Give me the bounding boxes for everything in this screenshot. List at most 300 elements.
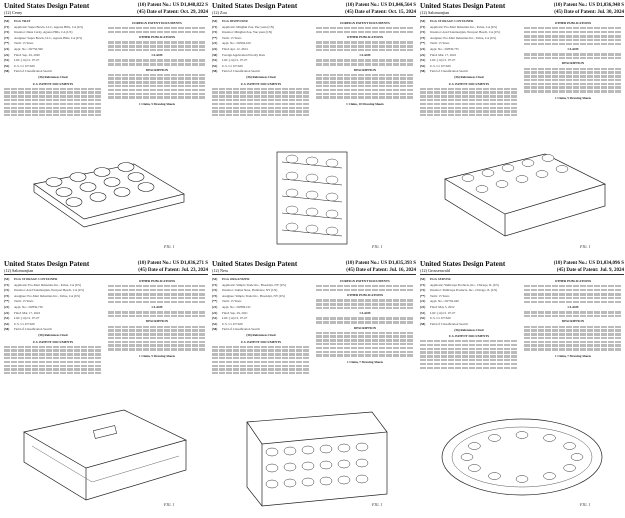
egg (286, 206, 298, 214)
claim-heading: CLAIM (359, 311, 371, 316)
patent-title: United States Design Patent (420, 2, 506, 10)
design-title: EGG STORAGE CONTAINER (430, 19, 474, 23)
biblio-field (420, 294, 518, 298)
field-text: Inventor: YumCupa Products, Inc., Chicago, IL (US) (430, 288, 498, 293)
egg-cup (128, 173, 144, 182)
field-text: Inventor: Dana Cerny, Agoura Hills, CA (US) (14, 30, 73, 35)
biblio-field (4, 64, 102, 68)
claims-count: 1 Claim, 5 Drawing Sheets (138, 101, 176, 106)
claims-count: 1 Claim, 7 Drawing Sheets (346, 359, 384, 364)
patent-date: (45) Date of Patent: Jul. 16, 2024 (346, 267, 416, 273)
field-code: (22) (212, 310, 218, 315)
field-code: (51) (420, 310, 426, 315)
patent-page-4 (4, 260, 208, 516)
field-code: (71) (212, 24, 218, 29)
egg-slot (284, 447, 296, 455)
biblio-field (4, 288, 102, 292)
egg-slot (284, 463, 296, 471)
egg-slot (482, 170, 494, 177)
patent-title: United States Design Patent (4, 2, 90, 10)
design-drawing (222, 402, 406, 510)
field-code: (71) (420, 282, 426, 287)
patent-inventor: (12) Salomonjian (4, 268, 34, 273)
egg-slot (502, 165, 514, 172)
right-heading: OTHER PUBLICATIONS (554, 279, 592, 283)
design-drawing (222, 144, 406, 252)
field-code: (72) (420, 30, 426, 35)
egg-slot (496, 181, 508, 188)
references-heading: (56) References Cited (246, 333, 276, 338)
egg-slot (356, 459, 368, 467)
field-text: Applicant: YumCupa Products, Inc., Chicago, IL (US) (430, 282, 499, 287)
container-body (445, 179, 605, 236)
egg-cup (56, 188, 72, 197)
egg-cup (138, 183, 154, 192)
design-title: EGG TRAY (14, 19, 31, 23)
biblio-field (212, 53, 310, 57)
egg-slot (522, 160, 534, 167)
references-subheading: U.S. PATENT DOCUMENTS (32, 339, 74, 344)
lid-handle (93, 425, 116, 438)
description-heading: DESCRIPTION (145, 67, 169, 72)
biblio-field (4, 294, 102, 298)
biblio-field (212, 322, 310, 326)
biblio-field (212, 316, 310, 320)
field-text: Applicant: Pro-Mart Industries Inc., Irvine, CA (US) (14, 282, 82, 287)
egg (286, 172, 298, 180)
biblio-field (212, 36, 310, 40)
egg (326, 159, 338, 167)
patent-header (420, 260, 624, 275)
egg-slot (462, 175, 474, 182)
biblio-field (212, 64, 310, 68)
right-heading: OTHER PUBLICATIONS (138, 279, 176, 283)
field-code: (52) (420, 316, 426, 321)
biblio-column: (54) EGG DISPENSER (71) Applicant: Minghui Zou, Yue yuan (CN) (72) Inventor: Minghui Zou, Yue yuan (CN) (**) Term: 15 Years (21) Appl. No.: 29/904,610 (22) Filed: Apr. 12, 2024 (30) Foreign Application Priority Data (51) LOC (14) Cl. 07-07 (52) U.S. Cl. D7/629 (58) Field of Classification Search (56) References Cited U.S. PATENT DOCUMENTS (212, 19, 310, 139)
design-title: EGG DISPENSER (222, 19, 248, 23)
biblio-field (4, 322, 102, 326)
field-code: (22) (420, 52, 426, 57)
egg-well (489, 434, 501, 441)
field-code: (58) (212, 327, 218, 332)
biblio-field (4, 283, 102, 287)
references-subheading: U.S. PATENT DOCUMENTS (240, 81, 282, 86)
egg-slot (476, 186, 488, 193)
biblio-field (4, 69, 102, 73)
biblio-field (212, 283, 310, 287)
references-heading: (56) References Cited (454, 75, 484, 80)
organizer-top (247, 412, 387, 444)
egg-slot (542, 155, 554, 162)
claim-heading: CLAIM (151, 305, 163, 310)
biblio-field (4, 53, 102, 57)
egg-well (468, 465, 480, 472)
egg-cup (46, 178, 62, 187)
biblio-field (4, 327, 102, 331)
references-heading: (56) References Cited (38, 75, 68, 80)
biblio-column: (54) EGG ORGANIZER (71) Applicant: Simplo Trade Inc., Brooklyn, NY (US) (72) Inventor: Joshua Ness, Plainview, NY (US) (73) Assignee: Simplo Trade Inc., Brooklyn, NY (US) (**) Term: 15 Years (21) Appl. No.: 29/809,161 (22) Filed: Sep. 29, 2021 (51) LOC (14) Cl. 07-07 (52) U.S. Cl. D7/629 (58) Field of Classification Search (56) References Cited U.S. PATENT DOCUMENTS (212, 277, 310, 397)
field-text: U.S. Cl. D7/629 (430, 316, 451, 321)
field-text: U.S. Cl. D7/629 (222, 63, 243, 68)
egg-slot (556, 166, 568, 173)
biblio-field (212, 299, 310, 303)
egg-slot (266, 448, 278, 456)
biblio-field (420, 41, 518, 45)
egg (306, 208, 318, 216)
egg-slot (320, 461, 332, 469)
field-text: U.S. Cl. D7/629 (14, 63, 35, 68)
patent-title: United States Design Patent (212, 260, 298, 268)
right-heading: FOREIGN PATENT DOCUMENTS (340, 21, 390, 25)
design-title: EGG ORGANIZER (222, 277, 250, 281)
field-text: Inventor: Arad Salomonjian, Newport Beach, CA (US) (430, 30, 500, 35)
field-text: Term: 15 Years (14, 41, 34, 46)
field-text: U.S. Cl. D7/629 (222, 321, 243, 326)
design-title: EGG SERVER (430, 277, 451, 281)
patent-inventor: (12) Cerny (4, 10, 23, 15)
field-text: Filed: May 5, 2022 (430, 304, 455, 309)
egg (286, 189, 298, 197)
egg (326, 227, 338, 235)
field-text: Applicant: Simplo Trade Inc., Brooklyn, NY (US) (222, 282, 286, 287)
field-text: Appl. No.: 29/830,735 (430, 46, 459, 51)
field-code: (52) (212, 321, 218, 326)
field-code: (**) (420, 293, 426, 298)
claims-count: 1 Claim, 5 Drawing Sheets (554, 95, 592, 100)
field-code: (51) (212, 316, 218, 321)
egg-cup (118, 163, 134, 172)
biblio-field (212, 288, 310, 292)
patent-header (212, 260, 416, 275)
field-code: (**) (212, 35, 218, 40)
biblio-field (420, 283, 518, 287)
claim-heading: CLAIM (359, 53, 371, 58)
field-text: Filed: Sep. 29, 2020 (14, 52, 40, 57)
biblio-field (420, 58, 518, 62)
egg-slot (516, 176, 528, 183)
field-code: (21) (212, 304, 218, 309)
patent-inventor: (12) Zou (212, 10, 227, 15)
egg-slot (284, 479, 296, 487)
egg (306, 174, 318, 182)
field-text: Applicant: Pro-Mart Industries Inc., Irvine, CA (US) (430, 24, 498, 29)
references-subheading: U.S. PATENT DOCUMENTS (448, 333, 490, 338)
egg-cup (80, 183, 96, 192)
field-text: LOC (14) Cl. 07-07 (14, 316, 40, 321)
claims-count: 1 Claim, 7 Drawing Sheets (554, 353, 592, 358)
lid-top (24, 410, 186, 468)
biblio-field (212, 327, 310, 331)
biblio-field (212, 25, 310, 29)
biblio-field (420, 311, 518, 315)
egg (286, 155, 298, 163)
patent-inventor: (12) Grossenwald (420, 268, 450, 273)
field-text: Term: 15 Years (222, 35, 242, 40)
lid-seam (32, 446, 179, 482)
figure-label: FIG. 1 (580, 244, 591, 249)
right-heading: OTHER PUBLICATIONS (554, 21, 592, 25)
egg-well (461, 454, 473, 461)
biblio-column: (54) EGG STORAGE CONTAINER (71) Applicant: Pro-Mart Industries Inc., Irvine, CA (US) (72) Inventor: Arad Salomonjian, Newport Beach, CA (US) (73) Assignee: Pro-Mart Industries Inc., Irvine, CA (US) (**) Term: 15 Years (21) Appl. No.: 29/830,736 (22) Filed: Mar. 17, 2022 (51) LOC (14) Cl. 07-07 (52) U.S. Cl. D7/629 (58) Field of Classification Search (56) References Cited U.S. PATENT DOCUMENTS (4, 277, 102, 397)
field-code: (72) (212, 288, 218, 293)
references-heading: (56) References Cited (454, 327, 484, 332)
field-code: (21) (212, 41, 218, 46)
patent-number: (10) Patent No.: US D1,036,948 S (553, 3, 624, 8)
patent-inventor: (12) Salomonjian (420, 10, 450, 15)
egg-cup (104, 178, 120, 187)
biblio-field (212, 47, 310, 51)
field-text: U.S. Cl. D7/629 (14, 321, 35, 326)
description-heading: DESCRIPTION (353, 67, 377, 72)
biblio-field (420, 305, 518, 309)
abstract-column (524, 19, 622, 139)
field-text: Filed: Mar. 17, 2022 (430, 52, 457, 57)
egg-well (516, 476, 528, 483)
egg-cup (114, 188, 130, 197)
field-text: Field of Classification Search (430, 321, 468, 326)
patent-inventor: (12) Ness (212, 268, 229, 273)
field-text: Assignee: Supra Bowls, LLC, Agoura Hills, CA (US) (14, 35, 83, 40)
description-heading: DESCRIPTION (561, 319, 585, 324)
field-text: Filed: Mar. 17, 2022 (14, 310, 41, 315)
field-code: (51) (4, 58, 10, 63)
egg-well (489, 473, 501, 480)
field-text: Appl. No.: 29/904,610 (222, 41, 251, 46)
patent-date: (45) Date of Patent: Jul. 30, 2024 (554, 9, 624, 15)
abstract-column (108, 19, 206, 139)
field-text: Term: 15 Years (14, 299, 34, 304)
field-text: Inventor: Joshua Ness, Plainview, NY (US) (222, 288, 278, 293)
field-text: Foreign Application Priority Data (222, 52, 265, 57)
field-code: (22) (4, 52, 10, 57)
field-code: (73) (4, 293, 10, 298)
egg-well (564, 443, 576, 450)
field-text: Field of Classification Search (222, 69, 260, 74)
biblio-fields (420, 283, 518, 326)
abstract-column (316, 19, 414, 139)
biblio-column: (54) EGG STORAGE CONTAINER (71) Applicant: Pro-Mart Industries Inc., Irvine, CA (US) (72) Inventor: Arad Salomonjian, Newport Beach, CA (US) (73) Assignee: Pro-Mart Industries Inc., Irvine, CA (US) (**) Term: 15 Years (21) Appl. No.: 29/830,735 (22) Filed: Mar. 17, 2022 (51) LOC (14) Cl. 07-07 (52) U.S. Cl. D7/629 (58) Field of Classification Search (56) References Cited U.S. PATENT DOCUMENTS (420, 19, 518, 139)
field-code: (72) (212, 30, 218, 35)
field-code: (52) (4, 63, 10, 68)
field-code: (52) (212, 63, 218, 68)
biblio-field (212, 58, 310, 62)
patent-date: (45) Date of Patent: Jul. 9, 2024 (556, 267, 624, 273)
egg-cup (70, 173, 86, 182)
field-text: Applicant: Supra Bowls, LLC, Agoura Hills, CA (US) (14, 24, 84, 29)
design-drawing (430, 144, 614, 252)
patent-title: United States Design Patent (4, 260, 90, 268)
field-text: Term: 15 Years (430, 41, 450, 46)
field-code: (21) (4, 304, 10, 309)
biblio-fields (212, 283, 310, 332)
egg-slot (302, 462, 314, 470)
patent-header (4, 2, 208, 17)
field-text: Assignee: Pro-Mart Industries Inc., Irvine, CA (US) (430, 35, 497, 40)
biblio-field (4, 58, 102, 62)
field-code: (**) (4, 41, 10, 46)
field-code: (58) (4, 69, 10, 74)
patent-header (4, 260, 208, 275)
field-text: Inventor: Arad Salomonjian, Newport Beach, CA (US) (14, 288, 84, 293)
biblio-field (420, 322, 518, 326)
field-text: Field of Classification Search (430, 69, 468, 74)
field-code: (73) (212, 293, 218, 298)
right-subheading: OTHER PUBLICATIONS (346, 293, 384, 298)
figure-label: FIG. 1 (164, 244, 175, 249)
field-code: (22) (420, 304, 426, 309)
container-body (24, 432, 186, 500)
design-drawing (430, 402, 614, 510)
egg-slot (338, 476, 350, 484)
field-text: Term: 15 Years (430, 293, 450, 298)
egg-slot (338, 460, 350, 468)
figure-label: FIG. 1 (372, 502, 383, 507)
patent-date: (45) Date of Patent: Oct. 29, 2024 (137, 9, 208, 15)
figure-label: FIG. 1 (580, 502, 591, 507)
patent-page-2 (212, 2, 416, 258)
egg-well (544, 434, 556, 441)
biblio-field (420, 47, 518, 51)
egg (306, 225, 318, 233)
biblio-column: (54) EGG TRAY (71) Applicant: Supra Bowls, LLC, Agoura Hills, CA (US) (72) Inventor: Dana Cerny, Agoura Hills, CA (US) (73) Assignee: Supra Bowls, LLC, Agoura Hills, CA (US) (**) Term: 15 Years (21) Appl. No.: 29/750,590 (22) Filed: Sep. 29, 2020 (51) LOC (14) Cl. 07-07 (52) U.S. Cl. D7/629 (58) Field of Classification Search (56) References Cited U.S. PATENT DOCUMENTS (4, 19, 102, 139)
description-heading: DESCRIPTION (353, 325, 377, 330)
patent-date: (45) Date of Patent: Jul. 23, 2024 (138, 267, 208, 273)
field-text: Assignee: Pro-Mart Industries Inc., Irvine, CA (US) (14, 293, 81, 298)
references-subheading: U.S. PATENT DOCUMENTS (448, 81, 490, 86)
biblio-field (212, 41, 310, 45)
field-text: LOC (14) Cl. 07-07 (430, 58, 456, 63)
egg-well (544, 473, 556, 480)
field-code: (72) (4, 30, 10, 35)
field-text: Field of Classification Search (222, 327, 260, 332)
field-code: (71) (420, 24, 426, 29)
abstract-column (108, 277, 206, 397)
field-text: Appl. No.: 29/792,040 (430, 299, 459, 304)
egg-well (564, 465, 576, 472)
abstract-column (524, 277, 622, 397)
egg-well (571, 454, 583, 461)
description-heading: DESCRIPTION (145, 319, 169, 324)
biblio-field (420, 299, 518, 303)
biblio-fields (420, 25, 518, 74)
biblio-fields (212, 25, 310, 74)
right-heading: FOREIGN PATENT DOCUMENTS (340, 279, 390, 283)
field-text: Field of Classification Search (14, 327, 52, 332)
egg-cup (66, 198, 82, 207)
patent-title: United States Design Patent (212, 2, 298, 10)
field-code: (58) (420, 69, 426, 74)
field-code: (73) (4, 35, 10, 40)
field-code: (30) (212, 52, 218, 57)
field-text: Applicant: Minghui Zou, Yue yuan (CN) (222, 24, 274, 29)
field-code: (73) (420, 35, 426, 40)
field-text: Assignee: Simplo Trade Inc., Brooklyn, NY (US) (222, 293, 286, 298)
field-code: (72) (420, 288, 426, 293)
egg-slot (320, 477, 332, 485)
biblio-field (420, 69, 518, 73)
design-drawing (14, 402, 198, 510)
field-code: (58) (4, 327, 10, 332)
patent-number: (10) Patent No.: US D1,034,096 S (553, 261, 624, 266)
biblio-column: (54) EGG SERVER (71) Applicant: YumCupa Products, Inc., Chicago, IL (US) (72) Inventor: YumCupa Products, Inc., Chicago, IL (US) (**) Term: 15 Years (21) Appl. No.: 29/792,040 (22) Filed: May 5, 2022 (51) LOC (14) Cl. 07-07 (52) U.S. Cl. D7/629 (58) Field of Classification Search (56) References Cited U.S. PATENT DOCUMENTS (420, 277, 518, 397)
field-text: Term: 15 Years (222, 299, 242, 304)
field-text: LOC (14) Cl. 07-07 (222, 58, 248, 63)
biblio-field (420, 25, 518, 29)
biblio-field (4, 30, 102, 34)
egg (326, 193, 338, 201)
patent-number: (10) Patent No.: US D1,048,822 S (137, 3, 208, 8)
biblio-field (4, 25, 102, 29)
field-code: (21) (420, 299, 426, 304)
field-text: Inventor: Minghui Zou, Yue yuan (CN) (222, 30, 273, 35)
egg-slot (356, 475, 368, 483)
patent-page-3 (420, 2, 624, 258)
patent-header (212, 2, 416, 17)
field-code: (58) (212, 69, 218, 74)
egg (326, 210, 338, 218)
egg (306, 157, 318, 165)
field-text: LOC (14) Cl. 07-07 (222, 316, 248, 321)
egg-cup (90, 193, 106, 202)
references-heading: (56) References Cited (246, 75, 276, 80)
egg-well (468, 443, 480, 450)
field-code: (**) (4, 299, 10, 304)
patent-number: (10) Patent No.: US D1,046,564 S (345, 3, 416, 8)
design-drawing (14, 144, 198, 252)
references-subheading: U.S. PATENT DOCUMENTS (32, 81, 74, 86)
biblio-fields (4, 25, 102, 74)
egg (286, 223, 298, 231)
egg (326, 176, 338, 184)
field-code: (71) (212, 282, 218, 287)
biblio-field (420, 53, 518, 57)
egg-slot (320, 445, 332, 453)
egg-slot (266, 464, 278, 472)
right-subheading: OTHER PUBLICATIONS (346, 35, 384, 40)
claim-heading: CLAIM (567, 305, 579, 310)
field-text: LOC (14) Cl. 07-07 (430, 310, 456, 315)
right-heading: FOREIGN PATENT DOCUMENTS (132, 21, 182, 25)
biblio-field (420, 64, 518, 68)
claim-heading: CLAIM (151, 53, 163, 58)
field-code: (52) (4, 321, 10, 326)
field-code: (21) (420, 46, 426, 51)
field-text: Appl. No.: 29/830,736 (14, 304, 43, 309)
field-code: (**) (212, 299, 218, 304)
design-title: EGG STORAGE CONTAINER (14, 277, 58, 281)
biblio-field (212, 30, 310, 34)
biblio-field (212, 69, 310, 73)
field-text: LOC (14) Cl. 07-07 (14, 58, 40, 63)
figure-label: FIG. 1 (372, 244, 383, 249)
field-text: Appl. No.: 29/809,161 (222, 304, 251, 309)
abstract-column (316, 277, 414, 397)
claims-count: 1 Claim, 5 Drawing Sheets (138, 353, 176, 358)
biblio-field (212, 305, 310, 309)
biblio-field (4, 36, 102, 40)
egg-slot (266, 480, 278, 488)
patent-number: (10) Patent No.: US D1,035,393 S (345, 261, 416, 266)
patent-page-1 (4, 2, 208, 258)
claim-heading: CLAIM (567, 47, 579, 52)
field-code: (**) (420, 41, 426, 46)
biblio-field (4, 311, 102, 315)
biblio-field (420, 30, 518, 34)
biblio-field (4, 316, 102, 320)
egg-slot (302, 446, 314, 454)
field-code: (72) (4, 288, 10, 293)
patent-number: (10) Patent No.: US D1,036,271 S (137, 261, 208, 266)
